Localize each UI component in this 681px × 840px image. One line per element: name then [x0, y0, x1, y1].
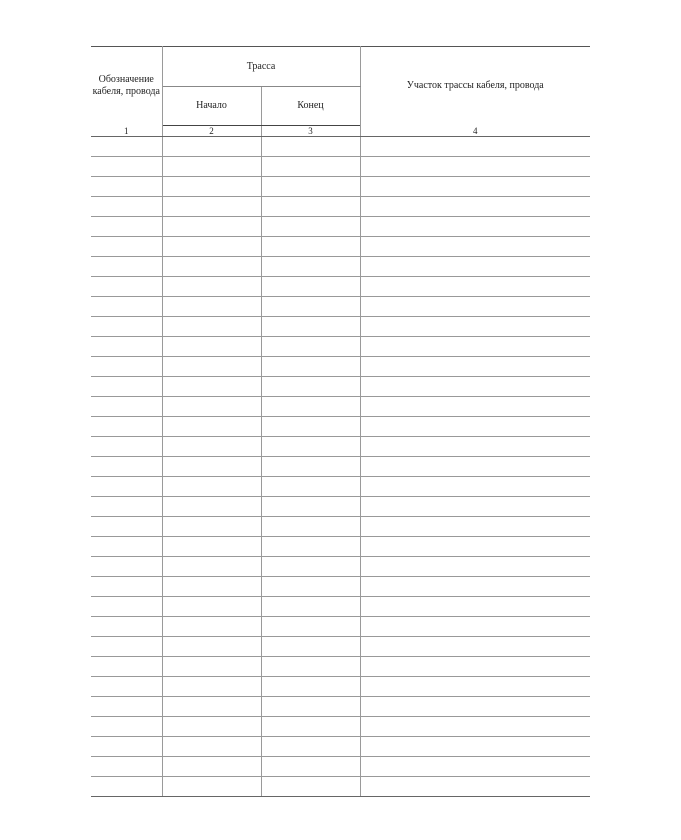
table-cell[interactable]	[261, 417, 360, 437]
table-cell[interactable]	[162, 717, 261, 737]
header-start: Начало	[162, 87, 261, 126]
table-row	[91, 177, 590, 197]
table-cell[interactable]	[360, 537, 590, 557]
table-cell[interactable]	[261, 497, 360, 517]
table-cell[interactable]	[91, 457, 162, 477]
table-cell[interactable]	[91, 477, 162, 497]
table-cell[interactable]	[162, 537, 261, 557]
table-cell[interactable]	[360, 257, 590, 277]
cable-route-table	[91, 46, 590, 797]
table-row	[91, 377, 590, 397]
header-end: Конец	[261, 87, 360, 126]
table-cell[interactable]	[91, 717, 162, 737]
header-cable-designation: Обозначение кабеля, провода	[91, 47, 162, 126]
table-cell[interactable]	[91, 397, 162, 417]
table-cell[interactable]	[261, 557, 360, 577]
table-cell[interactable]	[162, 257, 261, 277]
table-cell[interactable]	[261, 677, 360, 697]
table-row	[91, 217, 590, 237]
table-cell[interactable]	[162, 217, 261, 237]
table-cell[interactable]	[162, 777, 261, 797]
table-cell[interactable]	[360, 737, 590, 757]
table-cell[interactable]	[360, 177, 590, 197]
table-cell[interactable]	[91, 617, 162, 637]
table-cell[interactable]	[91, 777, 162, 797]
table-cell[interactable]	[162, 477, 261, 497]
table-cell[interactable]	[360, 597, 590, 617]
table-cell[interactable]	[162, 237, 261, 257]
table-cell[interactable]	[261, 137, 360, 157]
table-cell[interactable]	[360, 277, 590, 297]
table-cell[interactable]	[162, 417, 261, 437]
table-cell[interactable]	[360, 417, 590, 437]
table-cell[interactable]	[360, 337, 590, 357]
table-cell[interactable]	[162, 577, 261, 597]
table-cell[interactable]	[162, 137, 261, 157]
table-row	[91, 297, 590, 317]
table-cell[interactable]	[261, 597, 360, 617]
column-number: 2	[162, 126, 261, 137]
table-cell[interactable]	[91, 177, 162, 197]
table-cell[interactable]	[91, 697, 162, 717]
table-row	[91, 417, 590, 437]
table-row	[91, 697, 590, 717]
table-row	[91, 137, 590, 157]
table-cell[interactable]	[162, 397, 261, 417]
table-row	[91, 517, 590, 537]
table-row	[91, 717, 590, 737]
table-row	[91, 497, 590, 517]
table-row	[91, 537, 590, 557]
table-cell[interactable]	[91, 597, 162, 617]
table-cell[interactable]	[91, 437, 162, 457]
table-cell[interactable]	[261, 457, 360, 477]
table-cell[interactable]	[91, 417, 162, 437]
column-number: 4	[360, 126, 590, 137]
table-row	[91, 657, 590, 677]
table-cell[interactable]	[360, 197, 590, 217]
table-cell[interactable]	[162, 297, 261, 317]
table-cell[interactable]	[162, 597, 261, 617]
table-cell[interactable]	[162, 497, 261, 517]
column-number-row	[91, 126, 590, 137]
table-cell[interactable]	[162, 517, 261, 537]
table-cell[interactable]	[360, 717, 590, 737]
table-cell[interactable]	[360, 617, 590, 637]
table-cell[interactable]	[261, 517, 360, 537]
table-cell[interactable]	[360, 137, 590, 157]
column-number: 3	[261, 126, 360, 137]
table-cell[interactable]	[360, 757, 590, 777]
table-cell[interactable]	[91, 297, 162, 317]
table-row	[91, 357, 590, 377]
table-cell[interactable]	[360, 317, 590, 337]
table-cell[interactable]	[261, 217, 360, 237]
table-cell[interactable]	[360, 457, 590, 477]
table-cell[interactable]	[261, 397, 360, 417]
table-cell[interactable]	[162, 757, 261, 777]
form-sheet	[91, 46, 590, 792]
table-cell[interactable]	[162, 457, 261, 477]
table-row	[91, 237, 590, 257]
table-cell[interactable]	[261, 177, 360, 197]
table-cell[interactable]	[91, 577, 162, 597]
table-cell[interactable]	[162, 277, 261, 297]
table-cell[interactable]	[360, 397, 590, 417]
table-cell[interactable]	[162, 637, 261, 657]
table-cell[interactable]	[360, 157, 590, 177]
table-row	[91, 597, 590, 617]
table-cell[interactable]	[360, 677, 590, 697]
table-cell[interactable]	[91, 237, 162, 257]
table-cell[interactable]	[162, 697, 261, 717]
table-cell[interactable]	[91, 637, 162, 657]
table-cell[interactable]	[261, 297, 360, 317]
table-row	[91, 337, 590, 357]
table-cell[interactable]	[162, 437, 261, 457]
table-cell[interactable]	[162, 657, 261, 677]
table-cell[interactable]	[261, 317, 360, 337]
table-cell[interactable]	[91, 657, 162, 677]
table-cell[interactable]	[91, 557, 162, 577]
table-cell[interactable]	[162, 337, 261, 357]
table-cell[interactable]	[261, 157, 360, 177]
table-cell[interactable]	[261, 337, 360, 357]
table-cell[interactable]	[360, 517, 590, 537]
column-number: 1	[91, 126, 162, 137]
table-cell[interactable]	[91, 497, 162, 517]
table-cell[interactable]	[162, 677, 261, 697]
table-cell[interactable]	[360, 697, 590, 717]
table-cell[interactable]	[261, 717, 360, 737]
table-row	[91, 777, 590, 797]
table-cell[interactable]	[261, 257, 360, 277]
table-cell[interactable]	[162, 177, 261, 197]
table-cell[interactable]	[360, 477, 590, 497]
table-cell[interactable]	[91, 677, 162, 697]
table-row	[91, 317, 590, 337]
table-cell[interactable]	[91, 217, 162, 237]
table-cell[interactable]	[91, 317, 162, 337]
table-cell[interactable]	[261, 657, 360, 677]
table-row	[91, 277, 590, 297]
table-cell[interactable]	[360, 497, 590, 517]
table-cell[interactable]	[360, 357, 590, 377]
table-cell[interactable]	[162, 157, 261, 177]
table-cell[interactable]	[261, 237, 360, 257]
table-row	[91, 457, 590, 477]
table-cell[interactable]	[360, 657, 590, 677]
table-cell[interactable]	[162, 557, 261, 577]
table-cell[interactable]	[91, 357, 162, 377]
table-cell[interactable]	[360, 237, 590, 257]
table-row	[91, 157, 590, 177]
table-cell[interactable]	[91, 537, 162, 557]
table-cell[interactable]	[261, 617, 360, 637]
header-route-section: Участок трассы кабеля, провода	[360, 47, 590, 126]
table-cell[interactable]	[360, 377, 590, 397]
table-cell[interactable]	[360, 217, 590, 237]
table-cell[interactable]	[91, 277, 162, 297]
table-cell[interactable]	[360, 297, 590, 317]
table-cell[interactable]	[360, 437, 590, 457]
table-cell[interactable]	[162, 737, 261, 757]
table-cell[interactable]	[261, 757, 360, 777]
table-cell[interactable]	[91, 337, 162, 357]
table-cell[interactable]	[91, 737, 162, 757]
table-cell[interactable]	[91, 257, 162, 277]
table-cell[interactable]	[162, 617, 261, 637]
header-route: Трасса	[162, 47, 360, 87]
table-cell[interactable]	[261, 277, 360, 297]
table-row	[91, 557, 590, 577]
table-cell[interactable]	[91, 197, 162, 217]
table-row	[91, 437, 590, 457]
table-cell[interactable]	[261, 697, 360, 717]
table-cell[interactable]	[360, 557, 590, 577]
table-cell[interactable]	[261, 477, 360, 497]
table-cell[interactable]	[261, 777, 360, 797]
table-cell[interactable]	[162, 377, 261, 397]
table-cell[interactable]	[91, 517, 162, 537]
table-row	[91, 577, 590, 597]
table-cell[interactable]	[91, 377, 162, 397]
table-cell[interactable]	[261, 577, 360, 597]
table-cell[interactable]	[360, 777, 590, 797]
table-cell[interactable]	[162, 197, 261, 217]
table-row	[91, 197, 590, 217]
table-row	[91, 617, 590, 637]
table-row	[91, 737, 590, 757]
table-cell[interactable]	[91, 137, 162, 157]
table-cell[interactable]	[261, 537, 360, 557]
table-cell[interactable]	[261, 737, 360, 757]
table-cell[interactable]	[261, 197, 360, 217]
table-cell[interactable]	[162, 317, 261, 337]
table-cell[interactable]	[261, 377, 360, 397]
table-row	[91, 637, 590, 657]
header-row-1	[91, 47, 590, 87]
table-row	[91, 477, 590, 497]
table-cell[interactable]	[261, 437, 360, 457]
table-cell[interactable]	[91, 157, 162, 177]
table-cell[interactable]	[261, 357, 360, 377]
table-row	[91, 257, 590, 277]
table-cell[interactable]	[360, 577, 590, 597]
table-row	[91, 757, 590, 777]
table-row	[91, 677, 590, 697]
table-cell[interactable]	[91, 757, 162, 777]
table-cell[interactable]	[360, 637, 590, 657]
table-cell[interactable]	[162, 357, 261, 377]
table-row	[91, 397, 590, 417]
table-cell[interactable]	[261, 637, 360, 657]
